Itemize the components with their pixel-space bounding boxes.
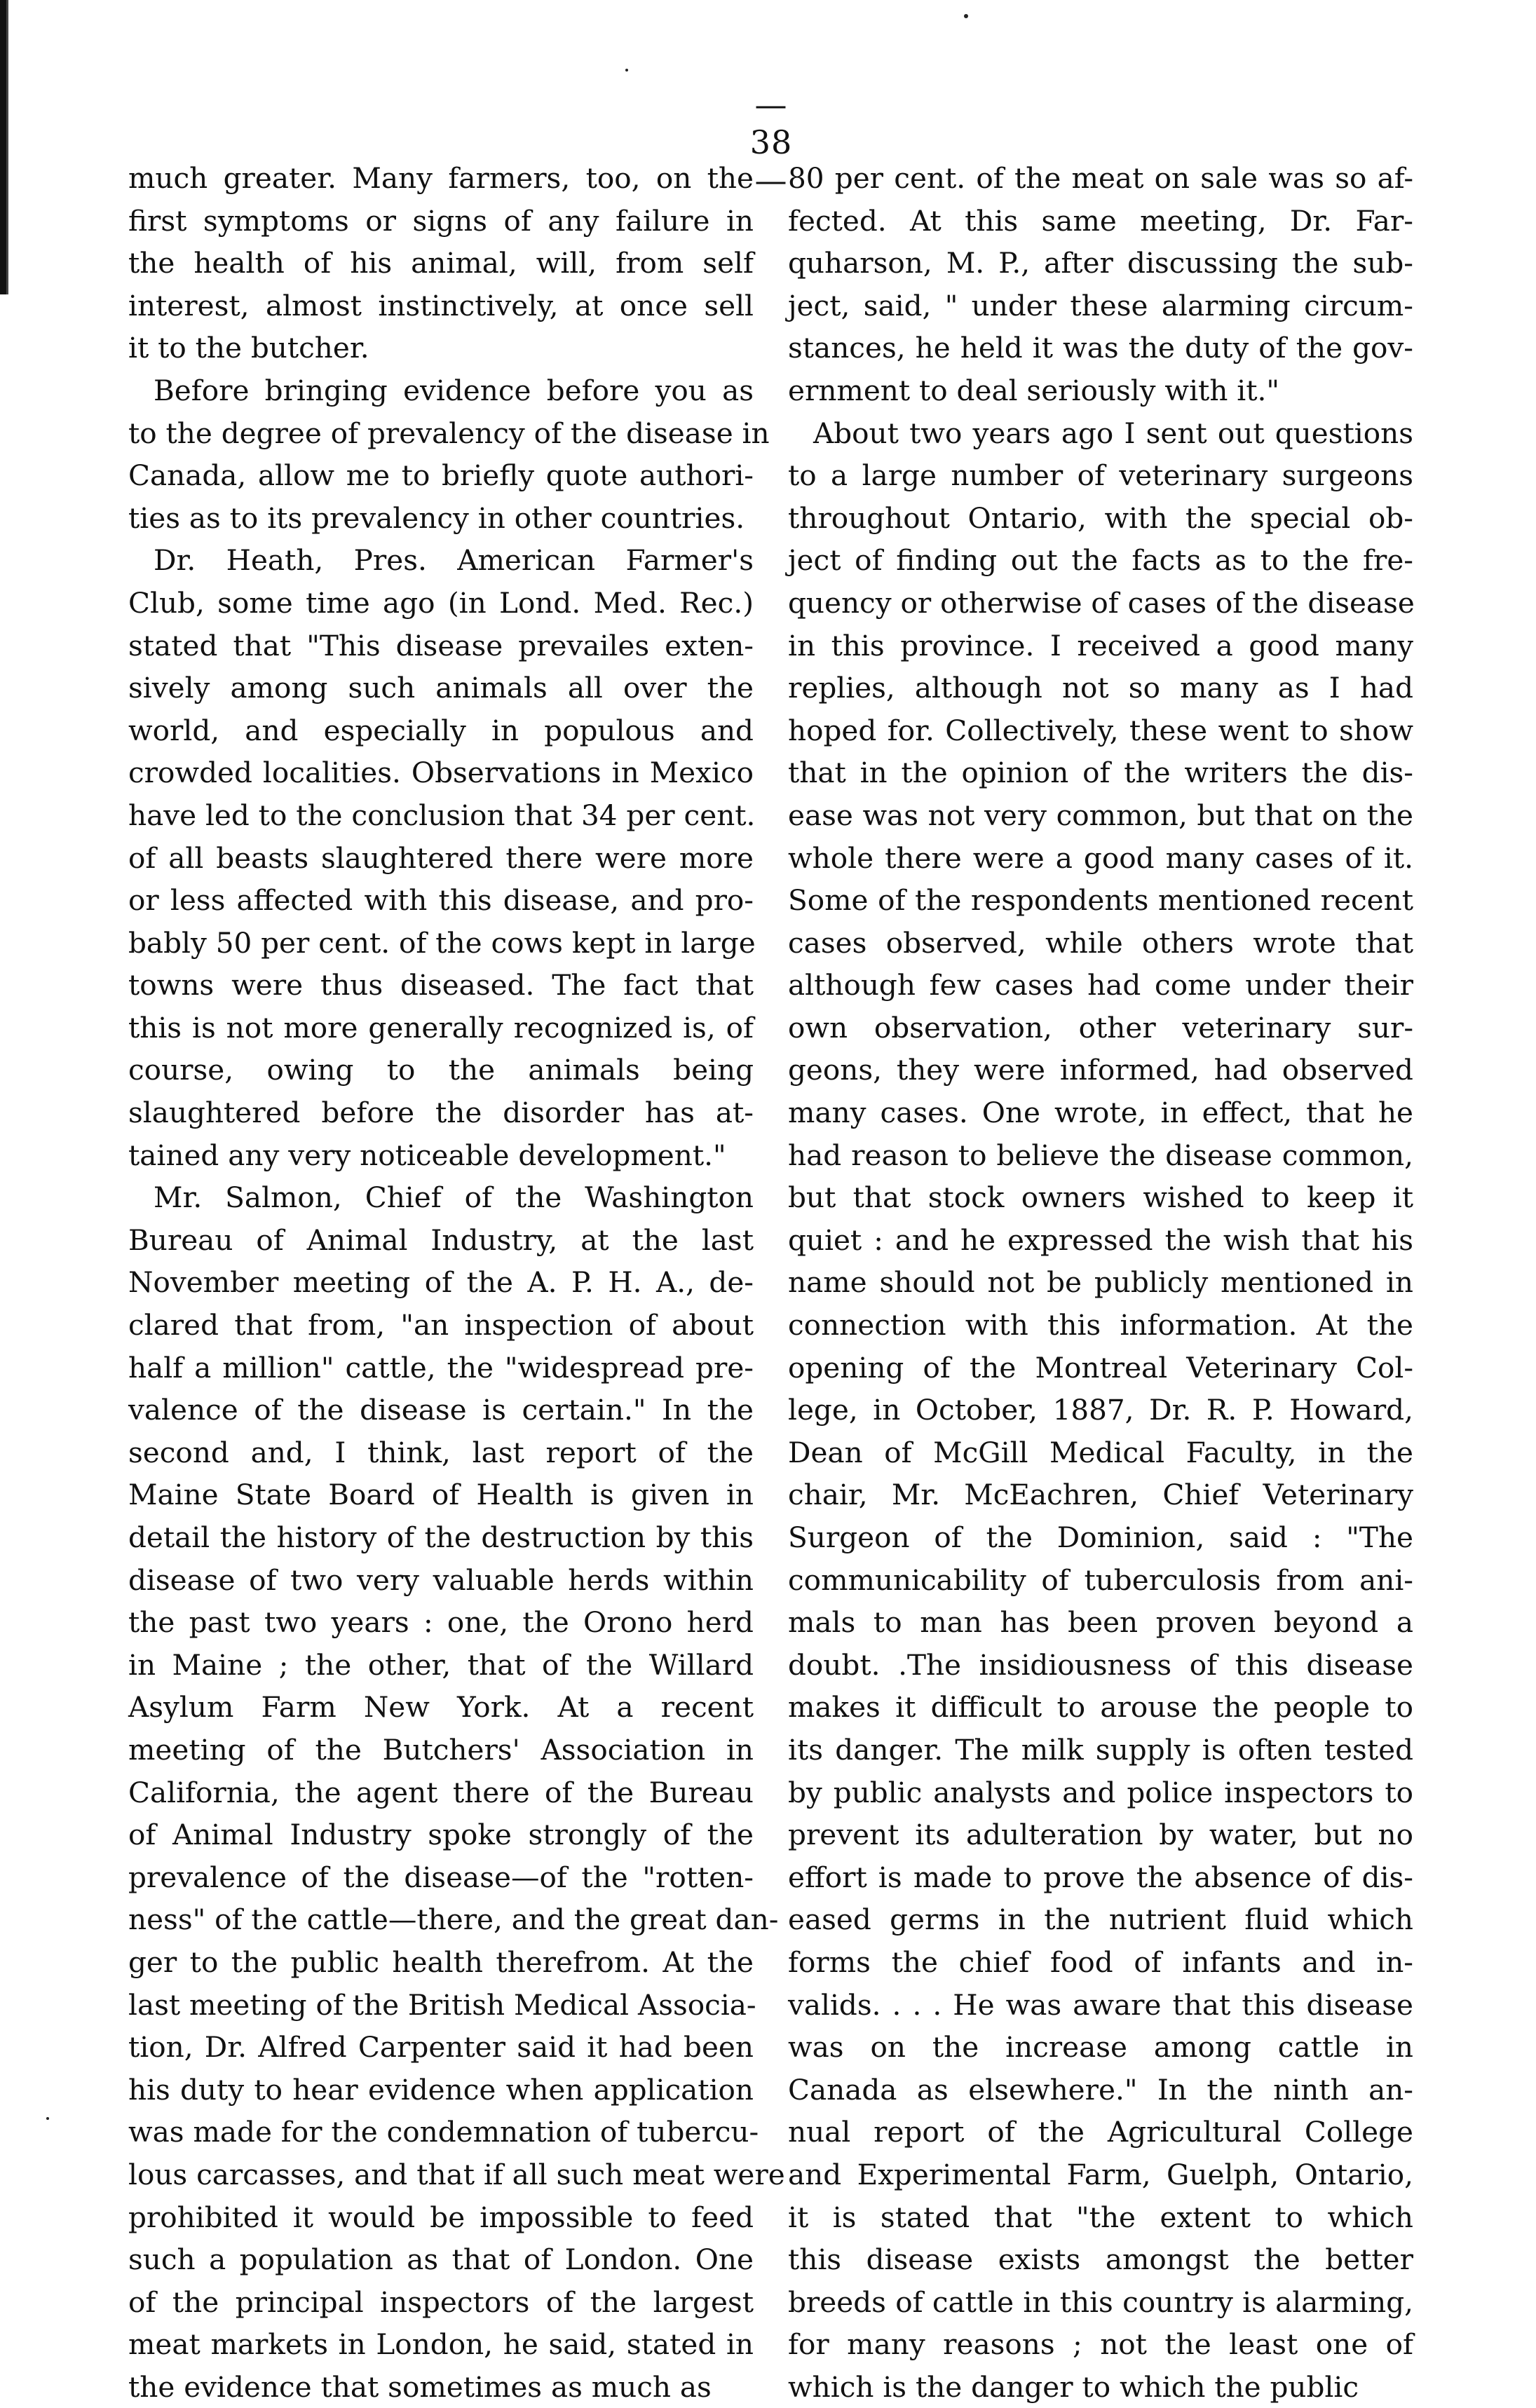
text-line: Some of the respondents mentioned recent: [788, 883, 1413, 918]
text-line: lege, in October, 1887, Dr. R. P. Howard,: [788, 1393, 1413, 1427]
text-line: ease was not very common, but that on the: [788, 798, 1413, 832]
text-line: quiet : and he expressed the wish that his: [788, 1223, 1413, 1257]
text-line: stated that "This disease prevailes exten-: [128, 628, 754, 662]
text-line: Dr. Heath, Pres. American Farmer's: [154, 543, 754, 578]
text-line: was on the increase among cattle in: [788, 2030, 1413, 2065]
text-line: prevent its adulteration by water, but no: [788, 1818, 1413, 1852]
text-line: fected. At this same meeting, Dr. Far-: [788, 203, 1413, 238]
text-line: this disease exists amongst the better: [788, 2243, 1413, 2277]
text-line: course, owing to the animals being: [128, 1053, 754, 1087]
text-line: ernment to deal seriously with it.": [788, 373, 1280, 407]
text-line: hoped for. Collectively, these went to show: [788, 713, 1413, 747]
text-line: sively among such animals all over the: [128, 671, 754, 705]
text-line: bably 50 per cent. of the cows kept in large: [128, 925, 756, 960]
text-line: crowded localities. Observations in Mexico: [128, 756, 754, 790]
scan-speck: [46, 2117, 49, 2120]
text-line: About two years ago I sent out questions: [813, 416, 1413, 450]
text-line: which is the danger to which the public: [788, 2369, 1359, 2404]
text-line: prohibited it would be impossible to feed: [128, 2200, 754, 2234]
text-line: ger to the public health therefrom. At the: [128, 1945, 754, 1979]
text-line: valids. . . . He was aware that this disease: [788, 1987, 1413, 2022]
text-line: tion, Dr. Alfred Carpenter said it had been: [128, 2030, 754, 2065]
text-line: in Maine ; the other, that of the Willard: [128, 1647, 754, 1682]
text-line: first symptoms or signs of any failure in: [128, 203, 754, 238]
text-line: Canada, allow me to briefly quote authori-: [128, 458, 754, 493]
text-line: to the degree of prevalency of the disease in: [128, 416, 770, 450]
scan-speck: [625, 69, 628, 72]
paragraph: [128, 1176, 785, 2408]
text-line: replies, although not so many as I had: [788, 671, 1413, 705]
text-line: the health of his animal, will, from self: [128, 246, 754, 280]
text-line: slaughtered before the disorder has at-: [128, 1096, 754, 1130]
text-line: the past two years : one, the Orono herd: [128, 1605, 754, 1640]
text-line: meeting of the Butchers' Association in: [128, 1732, 754, 1767]
text-line: but that stock owners wished to keep it: [788, 1181, 1413, 1215]
text-line: forms the chief food of infants and in-: [788, 1945, 1413, 1979]
text-line: and Experimental Farm, Guelph, Ontario,: [788, 2157, 1413, 2191]
text-line: world, and especially in populous and: [128, 713, 754, 747]
text-line: by public analysts and police inspectors to: [788, 1775, 1413, 1809]
text-line: Before bringing evidence before you as: [154, 373, 754, 407]
text-line: in this province. I received a good many: [788, 628, 1413, 662]
text-line: whole there were a good many cases of it.: [788, 841, 1413, 875]
text-line: connection with this information. At the: [788, 1308, 1413, 1342]
paragraph: [788, 412, 1413, 2408]
text-line: detail the history of the destruction by this: [128, 1521, 754, 1554]
text-line: such a population as that of London. One: [128, 2243, 754, 2277]
text-line: lous carcasses, and that if all such meat were: [128, 2157, 785, 2191]
text-line: Mr. Salmon, Chief of the Washington: [154, 1181, 754, 1215]
paragraph: [128, 369, 770, 539]
text-line: geons, they were informed, had observed: [788, 1053, 1413, 1087]
text-line: had reason to believe the disease common,: [788, 1138, 1413, 1172]
text-line: it is stated that "the extent to which: [788, 2200, 1413, 2234]
text-line: of Animal Industry spoke strongly of the: [128, 1818, 754, 1852]
right-text-column: [788, 157, 1413, 2408]
text-line: his duty to hear evidence when application: [128, 2072, 754, 2107]
left-text-column: [128, 157, 785, 2408]
text-line: disease of two very valuable herds within: [128, 1563, 754, 1597]
text-line: or less affected with this disease, and pro-: [128, 883, 754, 918]
text-line: for many reasons ; not the least one of: [788, 2327, 1413, 2362]
text-line: ject, said, " under these alarming circum-: [788, 288, 1413, 322]
scan-left-edge: [0, 0, 13, 294]
text-line: effort is made to prove the absence of dis-: [788, 1860, 1413, 1894]
text-line: breeds of cattle in this country is alarming,: [788, 2285, 1413, 2319]
text-line: chair, Mr. McEachren, Chief Veterinary: [788, 1478, 1413, 1512]
text-line: that in the opinion of the writers the dis-: [788, 756, 1413, 790]
text-line: although few cases had come under their: [788, 968, 1413, 1002]
text-line: half a million" cattle, the "widespread pre-: [128, 1350, 754, 1385]
text-line: quharson, M. P., after discussing the sub-: [788, 246, 1413, 280]
text-line: much greater. Many farmers, too, on the: [128, 161, 754, 195]
page-number: — 38 —: [749, 86, 793, 199]
text-line: Maine State Board of Health is given in: [128, 1478, 754, 1512]
text-line: was made for the condemnation of tubercu-: [128, 2115, 759, 2149]
paragraph: [128, 157, 754, 369]
text-line: Dean of McGill Medical Faculty, in the: [788, 1435, 1413, 1469]
text-line: prevalence of the disease—of the "rotten-: [128, 1860, 754, 1894]
text-line: throughout Ontario, with the special ob-: [788, 501, 1413, 535]
text-line: meat markets in London, he said, stated in: [128, 2327, 754, 2362]
text-line: clared that from, "an inspection of about: [128, 1308, 754, 1342]
text-line: California, the agent there of the Bureau: [128, 1775, 754, 1809]
text-line: many cases. One wrote, in effect, that he: [788, 1096, 1413, 1130]
text-line: ness" of the cattle—there, and the great dan-: [128, 1903, 779, 1937]
text-line: Club, some time ago (in Lond. Med. Rec.): [128, 585, 754, 620]
text-line: cases observed, while others wrote that: [788, 925, 1413, 960]
text-line: to a large number of veterinary surgeons: [788, 458, 1413, 493]
text-line: last meeting of the British Medical Associa-: [128, 1987, 756, 2022]
text-line: name should not be publicly mentioned in: [788, 1265, 1413, 1300]
text-line: its danger. The milk supply is often tested: [788, 1732, 1413, 1767]
text-line: ties as to its prevalency in other countries.: [128, 501, 745, 535]
paragraph: [788, 157, 1413, 412]
text-line: the evidence that sometimes as much as: [128, 2369, 712, 2404]
text-line: of all beasts slaughtered there were more: [128, 841, 754, 875]
text-line: nual report of the Agricultural College: [788, 2115, 1413, 2149]
text-line: ject of finding out the facts as to the fre-: [788, 543, 1413, 578]
text-line: opening of the Montreal Veterinary Col-: [788, 1350, 1413, 1385]
text-line: second and, I think, last report of the: [128, 1435, 754, 1469]
text-line: November meeting of the A. P. H. A., de-: [128, 1265, 754, 1300]
text-line: eased germs in the nutrient fluid which: [788, 1903, 1413, 1937]
text-line: this is not more generally recognized is, of: [128, 1010, 754, 1045]
text-line: stances, he held it was the duty of the gov-: [788, 331, 1413, 365]
text-line: tained any very noticeable development.": [128, 1138, 726, 1172]
text-line: towns were thus diseased. The fact that: [128, 968, 754, 1002]
text-line: Surgeon of the Dominion, said : "The: [788, 1521, 1413, 1554]
text-line: communicability of tuberculosis from ani-: [788, 1563, 1413, 1597]
text-line: quency or otherwise of cases of the disease: [788, 585, 1415, 620]
text-line: have led to the conclusion that 34 per cent.: [128, 798, 756, 832]
text-line: it to the butcher.: [128, 331, 369, 365]
text-line: of the principal inspectors of the largest: [128, 2285, 754, 2319]
paragraph: [128, 539, 754, 1176]
text-line: interest, almost instinctively, at once sell: [128, 288, 754, 322]
text-line: makes it difficult to arouse the people to: [788, 1690, 1413, 1725]
text-line: Canada as elsewhere." In the ninth an-: [788, 2072, 1413, 2107]
text-line: Asylum Farm New York. At a recent: [128, 1690, 754, 1725]
text-line: mals to man has been proven beyond a: [788, 1605, 1413, 1640]
text-line: 80 per cent. of the meat on sale was so af-: [788, 161, 1413, 195]
text-line: doubt. .The insidiousness of this disease: [788, 1647, 1413, 1682]
text-line: own observation, other veterinary sur-: [788, 1010, 1413, 1045]
text-line: valence of the disease is certain." In the: [128, 1393, 754, 1427]
scan-speck: [964, 14, 968, 18]
text-line: Bureau of Animal Industry, at the last: [128, 1223, 754, 1257]
